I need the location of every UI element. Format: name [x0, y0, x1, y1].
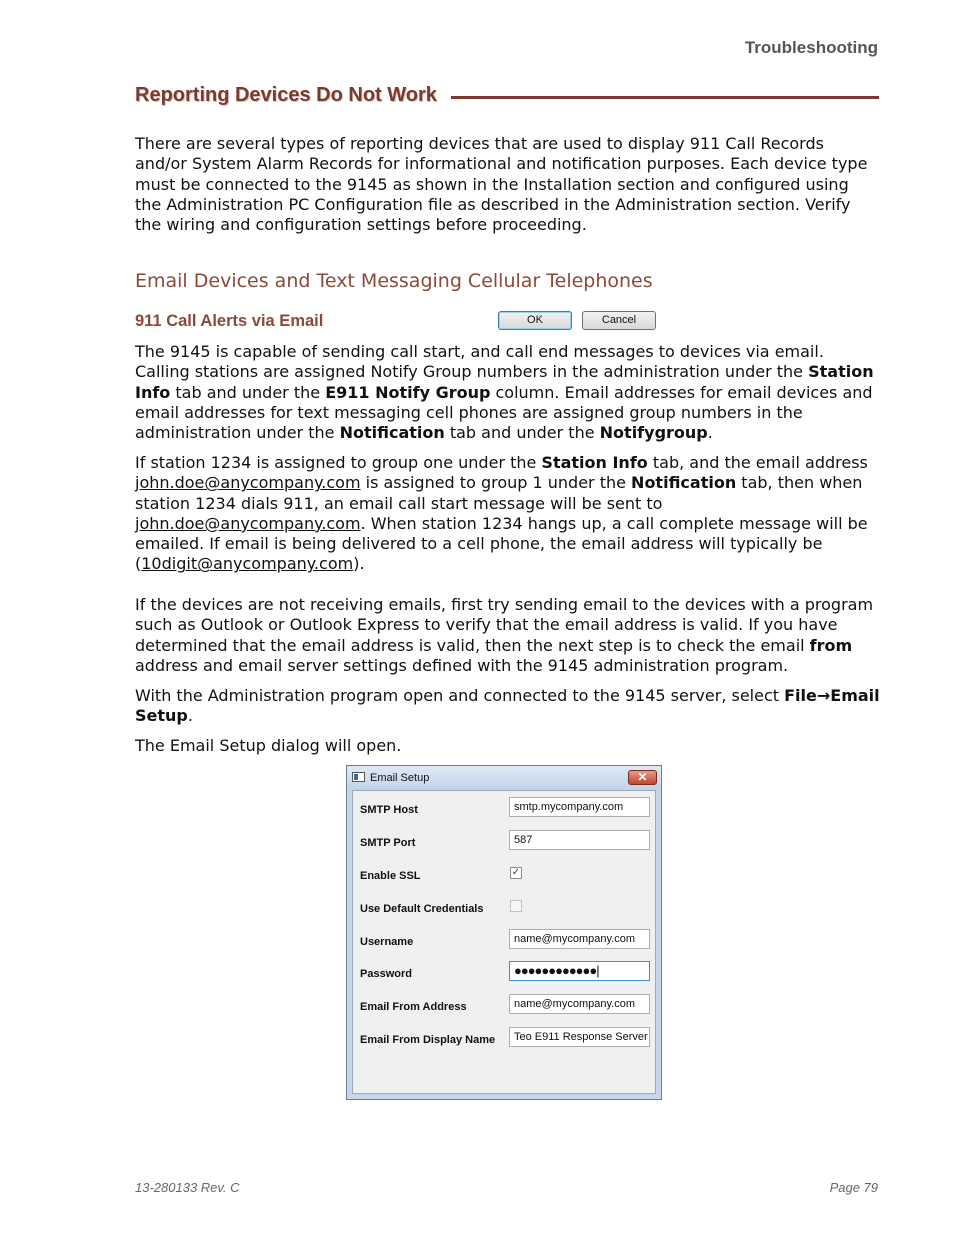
username-label: Username [360, 936, 414, 948]
window-icon [352, 772, 365, 782]
dialog-titlebar[interactable] [347, 766, 661, 790]
cancel-button[interactable]: Cancel [582, 311, 656, 330]
password-row [353, 957, 655, 979]
smtp-port-input[interactable]: 587 [509, 830, 650, 850]
username-row [353, 925, 655, 947]
smtp-host-label: SMTP Host [360, 804, 418, 816]
smtp-port-row [353, 826, 655, 848]
paragraph-menu-path: With the Administration program open and connected to the 9145 server, select File→Email Setup. [135, 686, 880, 726]
heading-rule [451, 96, 879, 99]
use-default-credentials-label: Use Default Credentials [360, 903, 484, 915]
email-link[interactable]: 10digit@anycompany.com [141, 554, 354, 574]
username-input[interactable]: name@mycompany.com [509, 929, 650, 949]
document-number: 13-280133 Rev. C [135, 1180, 240, 1195]
use-default-credentials-checkbox[interactable] [510, 900, 522, 912]
from-address-input[interactable]: name@mycompany.com [509, 994, 650, 1014]
dialog-title: Email Setup [370, 772, 430, 784]
from-address-row [353, 990, 655, 1012]
running-head: Troubleshooting [744, 38, 878, 57]
dialog-client-area [352, 790, 656, 1094]
display-name-label: Email From Display Name [360, 1034, 496, 1046]
password-label: Password [360, 968, 412, 980]
enable-ssl-checkbox[interactable]: ✓ [511, 867, 521, 878]
subsubsection-heading: 911 Call Alerts via Email [135, 312, 324, 330]
use-default-credentials-row [353, 892, 655, 914]
email-link[interactable]: john.doe@anycompany.com [135, 473, 361, 493]
intro-paragraph: There are several types of reporting devices that are used to display 911 Call Records and/or System Alarm Records for informational and notification purposes. Each device type must be connected to the 9145 as shown in the Installation section and configured using the Administration PC Configuration file as described in the Administration section. Verify the wiring and configuration settings before proceeding. [135, 134, 868, 235]
enable-ssl-row [353, 859, 655, 881]
email-setup-dialog [346, 765, 662, 1100]
close-icon[interactable]: ✕ [628, 770, 657, 785]
display-name-input[interactable]: Teo E911 Response Server [509, 1027, 650, 1047]
section-heading-row [135, 84, 879, 107]
ok-button[interactable]: OK [498, 311, 572, 330]
smtp-host-input[interactable]: smtp.mycompany.com [509, 797, 650, 817]
password-input[interactable]: ●●●●●●●●●●●●| [509, 961, 650, 981]
subsection-heading: Email Devices and Text Messaging Cellular Telephones [135, 270, 653, 292]
paragraph-example: If station 1234 is assigned to group one under the Station Info tab, and the email address john.doe@anycompany.com is assigned to group 1 under the Notification tab, then when station 1234 dials 911, an email call start message will be sent to john.doe@anycompany.com. When station 1234 hangs up, a call complete message will be emailed. If email is being delivered to a cell phone, the email address will typically be (10digit@anycompany.com). [135, 453, 868, 574]
paragraph-notify-groups: The 9145 is capable of sending call start, and call end messages to devices via email. Calling stations are assigned Notify Group numbers in the administration under the Station Info tab and under the E911 Notify Group column. Email addresses for email devices and email addresses for text messaging cell phones are assigned group numbers in the administration under the Notification tab and under the Notifygroup. [135, 342, 874, 443]
smtp-port-label: SMTP Port [360, 837, 416, 849]
display-name-row [353, 1023, 655, 1045]
section-heading: Reporting Devices Do Not Work [135, 84, 437, 106]
email-link[interactable]: john.doe@anycompany.com [135, 513, 361, 533]
paragraph-troubleshoot: If the devices are not receiving emails, first try sending email to the devices with a program such as Outlook or Outlook Express to verify that the email address is valid. If you have determined that the email address is valid, then the next step is to check the email from address and email server settings defined with the 9145 administration program. [135, 595, 874, 675]
enable-ssl-label: Enable SSL [360, 870, 421, 882]
paragraph-dialog-opens: The Email Setup dialog will open. [135, 736, 402, 755]
page-number: Page 79 [829, 1180, 878, 1195]
smtp-host-row [353, 793, 655, 815]
from-address-label: Email From Address [360, 1001, 467, 1013]
